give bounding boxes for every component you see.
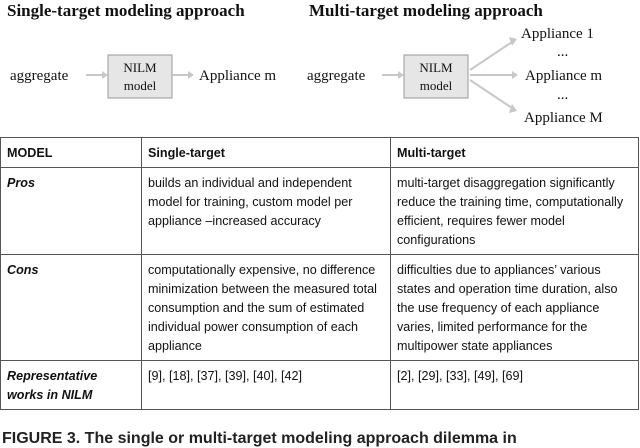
single-output-label: Appliance m [199, 68, 277, 84]
multi-box-line1: NILM [419, 60, 453, 75]
multi-output-ellipsis-1: ... [557, 44, 569, 60]
multi-arrowhead-mid [512, 71, 518, 79]
multi-arrowhead-top [509, 37, 517, 46]
single-target-heading: Single-target modeling approach [7, 1, 245, 20]
works-single-cell: [9], [18], [37], [39], [40], [42] [142, 361, 391, 410]
comparison-table [0, 137, 639, 410]
row-label-cons: Cons [1, 255, 142, 361]
modeling-diagram [0, 0, 640, 135]
cons-multi-cell: difficulties due to appliances’ various states and operation time duration, also the use frequency of each appliance varies, limited performance for the multipower state appliances [391, 255, 639, 361]
multi-arrow-top [470, 42, 512, 70]
multi-box-line2: model [419, 78, 453, 93]
table-row-cons [1, 255, 639, 361]
multi-output-M: Appliance M [524, 110, 603, 126]
single-output-arrowhead [188, 71, 194, 79]
header-model: MODEL [1, 138, 142, 168]
multi-input-arrowhead [398, 71, 404, 79]
works-multi-cell: [2], [29], [33], [49], [69] [391, 361, 639, 410]
single-box-line2: model [123, 78, 157, 93]
table-header-row [1, 138, 639, 168]
row-label-representative-works: Representative works in NILM [1, 361, 142, 410]
pros-multi-cell: multi-target disaggregation significantly reduce the training time, computationally efficient, requires fewer model configurations [391, 168, 639, 255]
multi-output-1: Appliance 1 [521, 26, 594, 42]
multi-target-heading: Multi-target modeling approach [309, 1, 543, 20]
row-label-pros: Pros [1, 168, 142, 255]
multi-input-label: aggregate [307, 68, 366, 84]
multi-output-m: Appliance m [525, 68, 603, 84]
header-single-target: Single-target [142, 138, 391, 168]
table-row-pros [1, 168, 639, 255]
header-multi-target: Multi-target [391, 138, 639, 168]
single-input-arrowhead [102, 71, 108, 79]
pros-single-cell: builds an individual and independent model for training, custom model per appliance –increased accuracy [142, 168, 391, 255]
cons-single-cell: computationally expensive, no difference minimization between the measured total consumption and the sum of estimated individual power consumption of each appliance [142, 255, 391, 361]
multi-arrowhead-bottom [509, 104, 517, 113]
single-input-label: aggregate [10, 68, 69, 84]
multi-arrow-bottom [470, 80, 512, 108]
multi-output-ellipsis-2: ... [557, 87, 569, 103]
table-row-representative-works [1, 361, 639, 410]
figure-caption: FIGURE 3. The single or multi-target modeling approach dilemma in [2, 430, 517, 447]
single-box-line1: NILM [123, 60, 157, 75]
